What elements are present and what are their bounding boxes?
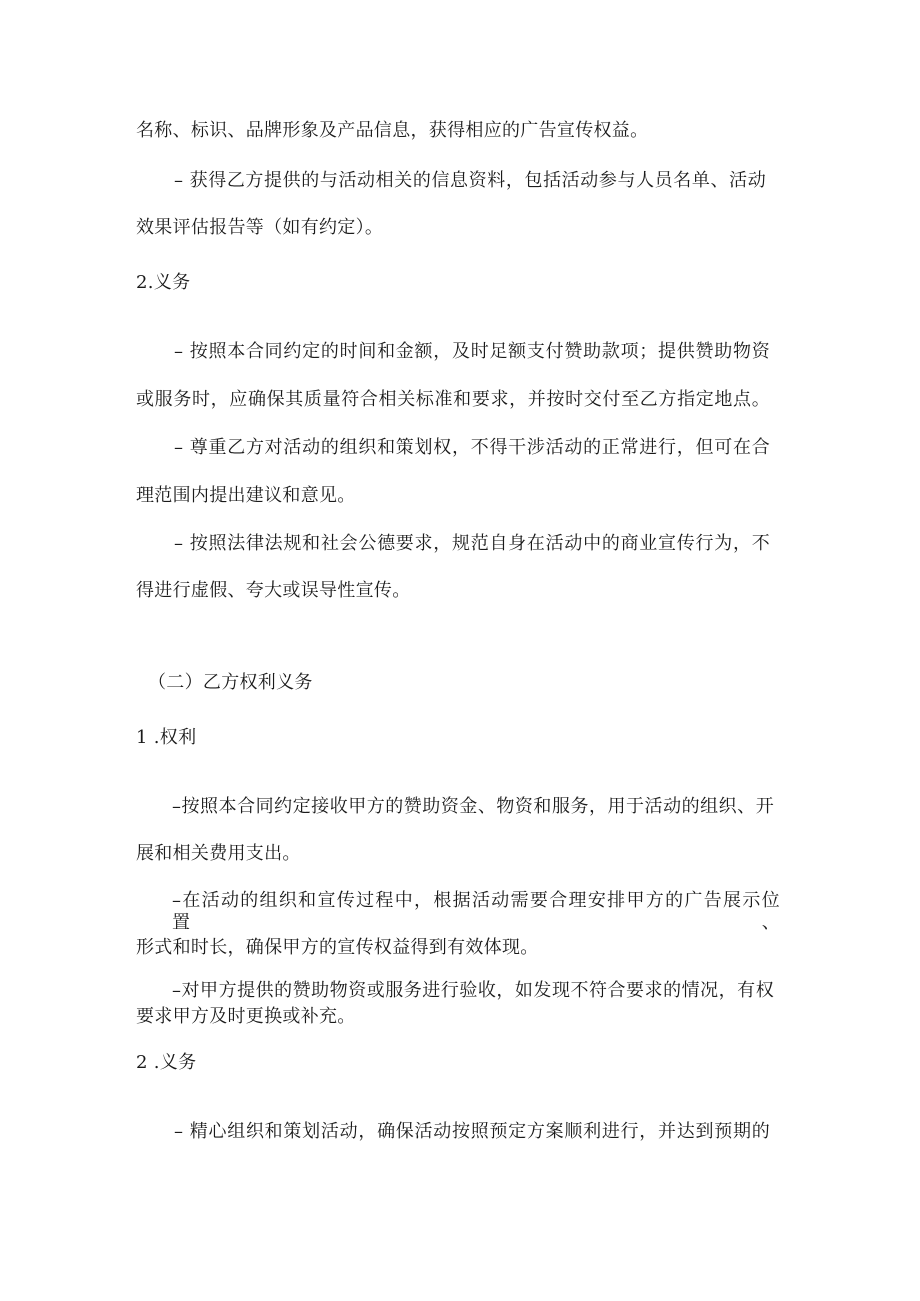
section-heading-party-b: （二）乙方权利义务: [148, 672, 313, 693]
text-line-7: – 尊重乙方对活动的组织和策划权，不得干涉活动的正常进行，但可在合: [174, 437, 770, 458]
text-line-16: 形式和时长，确保甲方的宣传权益得到有效体现。: [136, 937, 539, 958]
text-line-3: 效果评估报告等（如有约定）。: [136, 217, 384, 238]
text-line-13: –按照本合同约定接收甲方的赞助资金、物资和服务，用于活动的组织、开: [172, 796, 774, 817]
text-line-14: 展和相关费用支出。: [136, 843, 301, 864]
text-line-8: 理范围内提出建议和意见。: [136, 485, 356, 506]
text-line-6: 或服务时，应确保其质量符合相关标准和要求，并按时交付至乙方指定地点。: [136, 389, 770, 410]
text-line-1: 名称、标识、品牌形象及产品信息，获得相应的广告宣传权益。: [136, 120, 649, 141]
text-line-9: – 按照法律法规和社会公德要求，规范自身在活动中的商业宣传行为，不: [174, 533, 770, 554]
section-heading-rights: 1 .权利: [136, 727, 197, 748]
text-line-10: 得进行虚假、夸大或误导性宣传。: [136, 580, 411, 601]
text-line-2: – 获得乙方提供的与活动相关的信息资料，包括活动参与人员名单、活动: [174, 170, 766, 191]
text-line-17: –对甲方提供的赞助物资或服务进行验收，如发现不符合要求的情况，有权: [172, 980, 774, 1001]
text-line-20: – 精心组织和策划活动，确保活动按照预定方案顺利进行，并达到预期的: [174, 1121, 770, 1142]
section-heading-obligations: 2.义务: [136, 272, 191, 293]
section-heading-obligations-b: 2 .义务: [136, 1052, 197, 1073]
text-line-5: – 按照本合同约定的时间和金额，及时足额支付赞助款项；提供赞助物资: [174, 341, 770, 362]
text-line-18: 要求甲方及时更换或补充。: [136, 1006, 356, 1027]
text-line-15: –在活动的组织和宣传过程中，根据活动需要合理安排甲方的广告展示位置、: [172, 890, 780, 933]
